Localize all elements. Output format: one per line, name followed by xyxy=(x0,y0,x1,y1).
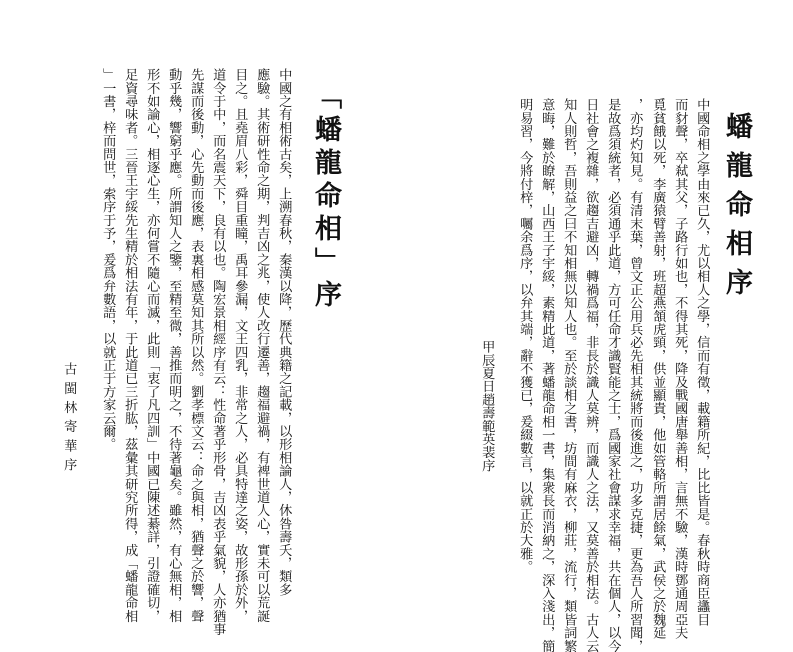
left-text-column: 形不如論心，相逐心生，亦何嘗不隨心而滅，此則「衷了凡四訓」中國已陳述綦詳，引證確切， xyxy=(144,68,160,623)
left-text-column: 動乎幾，響窮乎應。所謂知人之鑒，至精至微，善推而明之，不待著龜矣。雖然，有心無相，相 xyxy=(166,68,182,623)
right-text-column: 而豺聲，卒弒其父，子路行如也，不得其死，降及戰國唐舉善相，言無不驗，漢時鄧通周亞夫 xyxy=(672,98,688,640)
right-text-column: ，亦均灼知見。有清末葉，曾文正公用兵必先相其統將而後進之，功多克捷，更為吾人所習聞， xyxy=(627,98,643,652)
left-page-signature: 古閩林寄華序 xyxy=(61,362,77,478)
right-text-column: 明易習，今將付梓，囑余爲序，以弁其端，辭不獲已，爰綴數言，以就正於大雅。 xyxy=(517,98,533,574)
right-text-column: 覓貧餓以死，李廣猿臂善射，班超燕頷虎頸，供並顯貴，他如管輅所謂居餘氣，武侯之於魏延 xyxy=(650,98,666,640)
left-text-column: 中國之有相術古矣，上溯春秋，秦漢以降，歷代典籍之記載，以形相論人，休咎壽夭，類多 xyxy=(276,68,292,596)
right-page-title: 蟠龍命相序 xyxy=(721,112,752,307)
left-text-column: 應驗。其術研性命之期，判吉凶之兆，使人改行遷善，趨福避禍，有裨世道人心，實未可以荒誕 xyxy=(254,68,270,623)
right-text-column: 中國命相之學由來已久，尤以相人之學，信而有徵，載籍所紀，比比皆是。春秋時商臣蠭目 xyxy=(694,98,710,626)
right-text-column: 意晦，難於瞭解，山西王子宇綏，素精此道，著蟠龍命相一書，集衆長而消納之，深入淺出，簡 xyxy=(539,98,555,652)
left-text-column: 目之。且堯眉八彩，舜目重瞳，禹耳參漏，文王四乳，非常之人，必具特達之姿，故形孫於外， xyxy=(232,68,248,623)
right-page-signature: 甲辰夏日趙壽範英裴序 xyxy=(479,340,495,472)
right-text-column: 是故爲須統者，必須通乎此道，方可任命才識賢能之士，爲國家社會謀求幸福，共在個人，以今 xyxy=(605,98,621,652)
right-text-column: 日社會之複雜，欲趨吉避凶，轉禍爲福，非長於識人莫辨，而識人之法，又莫善於相法。古人云 xyxy=(583,98,599,652)
left-text-column: 道令于中，而名震天下，良有以也。陶宏景相經序有云：性命著乎形骨，吉凶表乎氣貌，人亦猶事 xyxy=(210,68,226,636)
left-page-title: 「蟠龍命相」序 xyxy=(310,82,341,313)
left-text-column: 」一書，梓而問世，索序于予，爰爲弁數語，以就正于方家云爾。 xyxy=(100,68,116,451)
right-text-column: 知人則哲，吾則益之曰不知相無以知人也。至於談相之書，坊間有麻衣，柳莊，流行，類皆詞繁 xyxy=(561,98,577,652)
left-text-column: 先謀而後動，心先動而後應，表裏相感莫知其所以然。劉孝標文云：命之與相，猶聲之於響，聲 xyxy=(188,68,204,623)
left-text-column: 足資尋味者。三晉王宇綏先生精於相法有年，于此道已三折肱，茲彙其研究所得，成「蟠龍命相 xyxy=(122,68,138,623)
